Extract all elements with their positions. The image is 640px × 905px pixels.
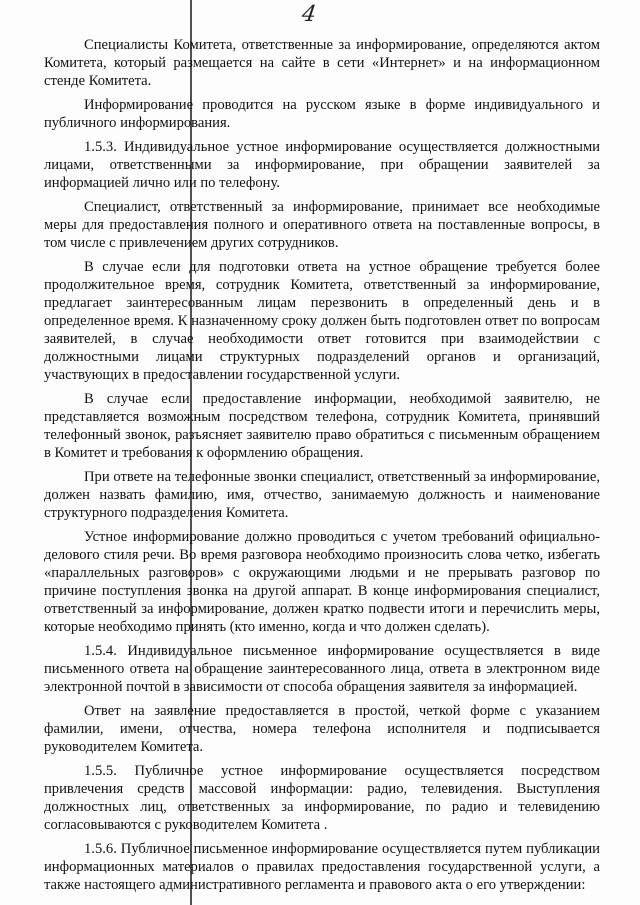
paragraph: 1.5.4. Индивидуальное письменное информирование осуществляется в виде письменного ответа на обращение заинтересованного лица, ответа в электронном виде электронной почтой в зависимости от способа обращения заявителя за информацией.: [44, 643, 600, 695]
paragraph: Специалисты Комитета, ответственные за информирование, определяются актом Комитета, который размещается на сайте в сети «Интернет» и на информационном стенде Комитета.: [44, 37, 600, 89]
paragraph: 1.5.3. Индивидуальное устное информирование осуществляется должностными лицами, ответственными за информирование, при обращении заявителей за информацией лично или по телефону.: [44, 139, 600, 191]
paragraph: В случае если для подготовки ответа на устное обращение требуется более продолжительное время, сотрудник Комитета, ответственный за информирование, предлагает заинтересованным лицам перезвонить в определенный день и в определенное время. К назначенному сроку должен быть подготовлен ответ по вопросам заявителей, в случае необходимости ответ готовится при взаимодействии с должностными лицами структурных подразделений органов и организаций, участвующих в предоставлении государственной услуги.: [44, 259, 600, 383]
paragraph: Ответ на заявление предоставляется в простой, четкой форме с указанием фамилии, имени, отчества, номера телефона исполнителя и подписывается руководителем Комитета.: [44, 703, 600, 755]
paragraph: В случае если предоставление информации, необходимой заявителю, не представляется возможным посредством телефона, сотрудник Комитета, принявший телефонный звонок, разъясняет заявителю право обратиться с письменным обращением в Комитет и требования к оформлению обращения.: [44, 391, 600, 461]
paragraph: 1.5.6. Публичное письменное информирование осуществляется путем публикации информационных материалов о правилах предоставления государственной услуги, а также настоящего административного регламента и правового акта о его утверждении:: [44, 841, 600, 893]
paragraph: Устное информирование должно проводиться с учетом требований официально-делового стиля речи. Во время разговора необходимо произносить слова четко, избегать «параллельных разговоров» с окружающими людьми и не прерывать разговор по причине поступления звонка на другой аппарат. В конце информирования специалист, ответственный за информирование, должен кратко подвести итоги и перечислить меры, которые необходимо принять (кто именно, когда и что должен сделать).: [44, 529, 600, 635]
paragraph: При ответе на телефонные звонки специалист, ответственный за информирование, должен назвать фамилию, имя, отчество, занимаемую должность и наименование структурного подразделения Комитета.: [44, 469, 600, 521]
paragraph: 1.5.5. Публичное устное информирование осуществляется посредством привлечения средств массовой информации: радио, телевидения. Выступления должностных лиц, ответственных за информирование, по радио и телевидению согласовываются с руководителем Комитета .: [44, 763, 600, 833]
page-number: 4: [300, 2, 318, 27]
paragraph: Специалист, ответственный за информирование, принимает все необходимые меры для предоставления полного и оперативного ответа на поставленные вопросы, в том числе с привлечением других сотрудников.: [44, 199, 600, 251]
paragraph: Информирование проводится на русском языке в форме индивидуального и публичного информирования.: [44, 97, 600, 131]
document-body: [44, 36, 600, 900]
